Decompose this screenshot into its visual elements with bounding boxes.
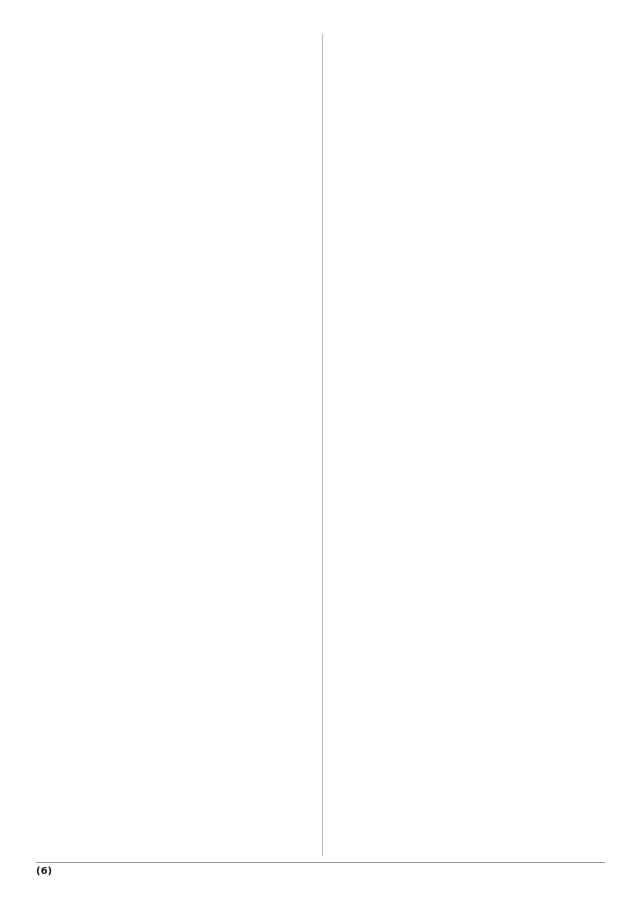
article-column-left [36, 34, 314, 856]
column-divider [322, 34, 323, 856]
page-footer [36, 866, 605, 884]
page-number: (6) [36, 866, 53, 877]
footer-rule [36, 862, 605, 863]
article-column-right [331, 34, 605, 856]
